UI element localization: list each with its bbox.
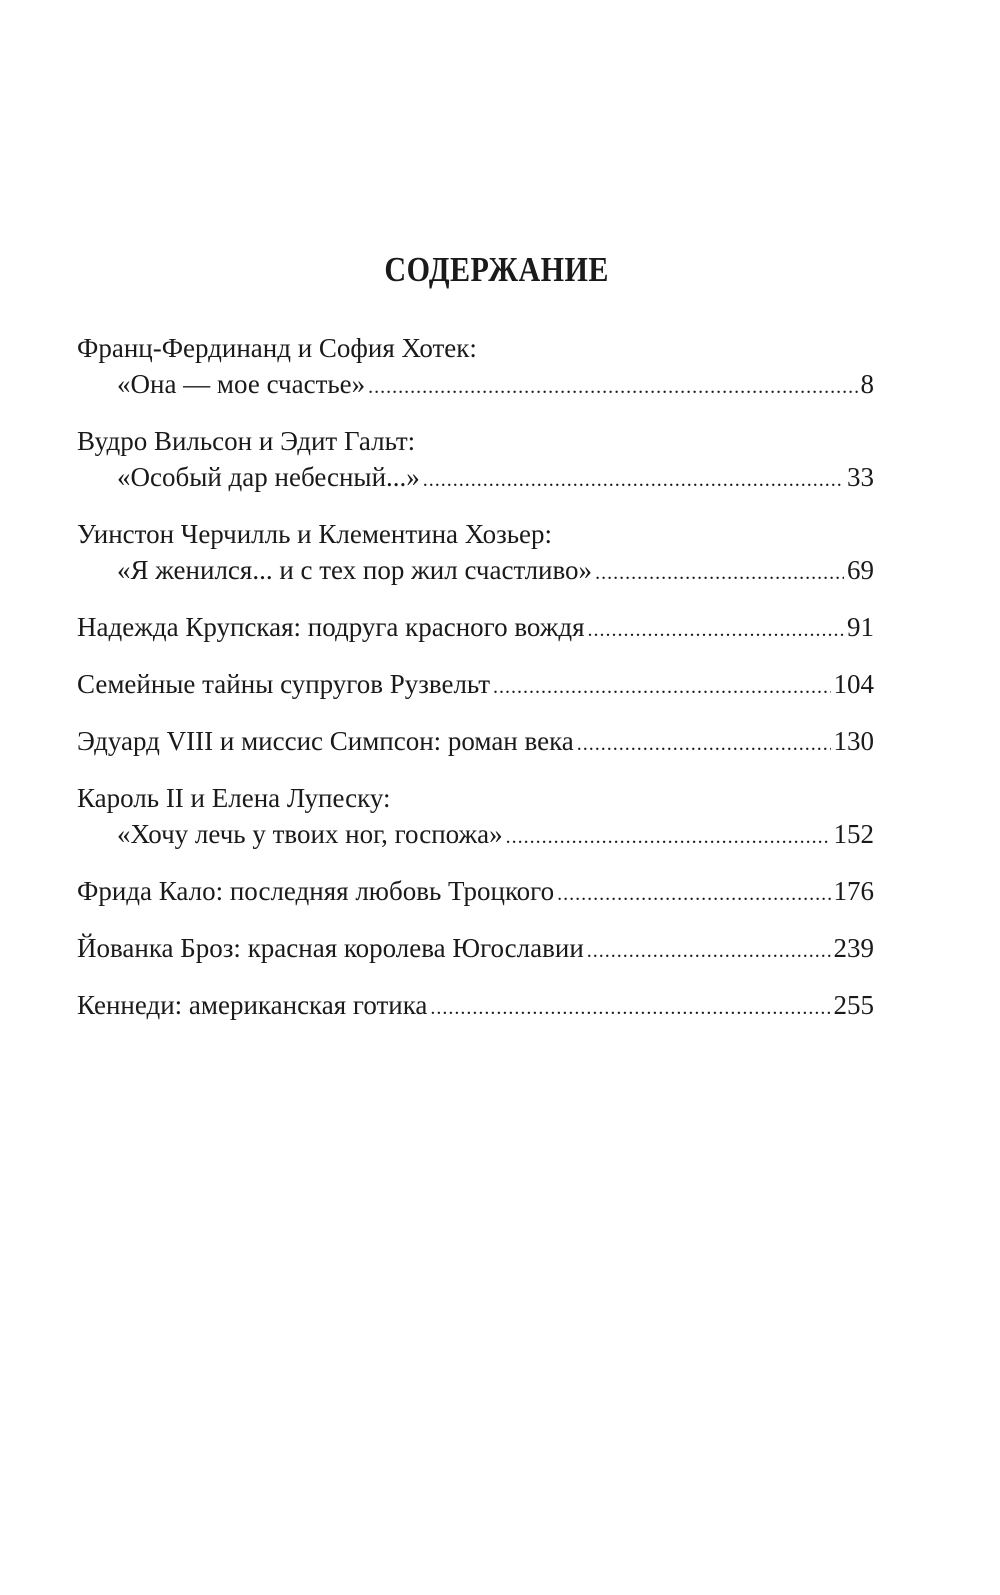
toc-entry-title: Семейные тайны супругов Рузвельт	[77, 669, 491, 699]
dot-leader	[595, 555, 844, 591]
dot-leader	[577, 726, 831, 762]
toc-entry-title-line	[77, 330, 874, 366]
toc-entry-title: Франц-Фердинанд и София Хотек:	[77, 333, 477, 363]
toc-entry-subtitle: «Хочу лечь у твоих ног, госпожа»	[117, 819, 503, 849]
toc-entry-title-line	[77, 987, 874, 1026]
toc-entry-title: Надежда Крупская: подруга красного вождя	[77, 612, 585, 642]
toc-entry-subtitle-line	[77, 816, 874, 855]
toc-entry-title: Кароль II и Елена Лупеску:	[77, 783, 391, 813]
toc-entry-title-line	[77, 609, 874, 648]
dot-leader	[588, 612, 844, 648]
toc-entry-title-line	[77, 780, 874, 816]
dot-leader	[557, 876, 830, 912]
toc-entry	[77, 666, 874, 705]
dot-leader	[423, 462, 844, 498]
toc-entry-title: Эдуард VIII и миссис Симпсон: роман века	[77, 726, 574, 756]
toc-entry	[77, 609, 874, 648]
table-of-contents	[77, 330, 874, 1044]
toc-page-number: 33	[847, 462, 874, 492]
toc-entry	[77, 516, 874, 591]
toc-entry-subtitle-line	[77, 366, 874, 405]
toc-entry	[77, 987, 874, 1026]
toc-entry	[77, 330, 874, 405]
toc-entry	[77, 930, 874, 969]
toc-entry-title: Уинстон Черчилль и Клементина Хозьер:	[77, 519, 553, 549]
toc-entry	[77, 723, 874, 762]
toc-entry	[77, 780, 874, 855]
dot-leader	[493, 669, 830, 705]
toc-entry-title-line	[77, 666, 874, 705]
toc-entry-subtitle: «Она — мое счастье»	[117, 369, 366, 399]
dot-leader	[587, 933, 831, 969]
toc-entry-title-line	[77, 516, 874, 552]
toc-page-number: 255	[833, 990, 874, 1020]
toc-page-number: 104	[833, 669, 874, 699]
toc-page-number: 69	[847, 555, 874, 585]
dot-leader	[368, 369, 857, 405]
toc-page-number: 176	[833, 876, 874, 906]
toc-page-number: 91	[847, 612, 874, 642]
toc-entry	[77, 423, 874, 498]
toc-entry	[77, 873, 874, 912]
toc-entry-title: Фрида Кало: последняя любовь Троцкого	[77, 876, 555, 906]
toc-entry-subtitle: «Особый дар небесный...»	[117, 462, 420, 492]
toc-page-number: 130	[833, 726, 874, 756]
toc-entry-subtitle: «Я женился... и с тех пор жил счастливо»	[117, 555, 593, 585]
toc-entry-subtitle-line	[77, 459, 874, 498]
toc-entry-title: Вудро Вильсон и Эдит Гальт:	[77, 426, 416, 456]
toc-entry-title-line	[77, 930, 874, 969]
toc-entry-title: Йованка Броз: красная королева Югославии	[77, 933, 584, 963]
toc-page-number: 239	[833, 933, 874, 963]
toc-entry-subtitle-line	[77, 552, 874, 591]
toc-entry-title-line	[77, 723, 874, 762]
toc-entry-title-line	[77, 873, 874, 912]
toc-entry-title: Кеннеди: американская готика	[77, 990, 428, 1020]
toc-page-number: 8	[860, 369, 874, 399]
contents-heading: СОДЕРЖАНИЕ	[384, 250, 609, 289]
toc-page-number: 152	[833, 819, 874, 849]
dot-leader	[506, 819, 831, 855]
dot-leader	[430, 990, 830, 1026]
toc-entry-title-line	[77, 423, 874, 459]
